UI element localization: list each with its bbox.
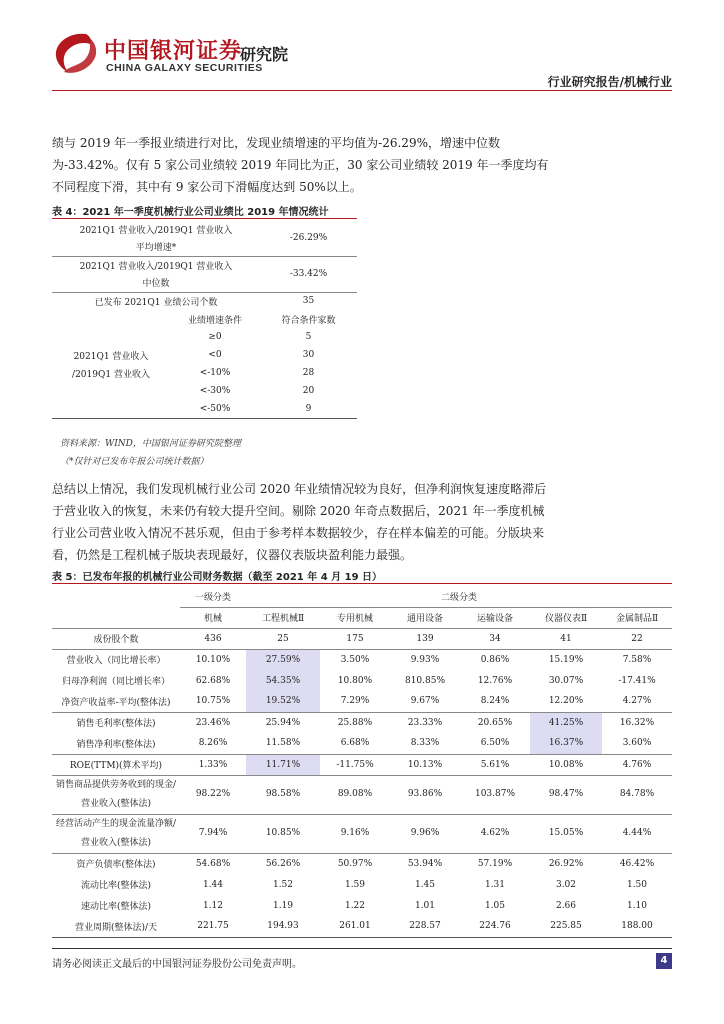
table5-row-label: 归母净利润（同比增长率） xyxy=(61,677,170,687)
table5-cell: 4.62% xyxy=(460,814,530,853)
table4-caption: 表 4：2021 年一季度机械行业公司业绩比 2019 年情况统计 xyxy=(52,207,329,218)
table5-cell: 10.85% xyxy=(246,814,320,853)
table5-cell: 194.93 xyxy=(246,916,320,937)
table4-avg-label-1: 2021Q1 营业收入/2019Q1 营业收入 xyxy=(79,225,233,236)
table5-caption: 表 5：已发布年报的机械行业公司财务数据（截至 2021 年 4 月 19 日） xyxy=(52,572,383,583)
table5-col-header: 机械 xyxy=(180,607,246,628)
table5-cell: 7.58% xyxy=(622,654,652,665)
table5-cell: 25 xyxy=(246,628,320,649)
table-row xyxy=(52,649,672,670)
brand-name-en: CHINA GALAXY SECURITIES xyxy=(106,62,263,74)
table5-row-label: 销售净利率(整体法) xyxy=(52,733,180,754)
table5-cell: 1.12 xyxy=(202,900,224,911)
table5-cell: 6.50% xyxy=(460,733,530,754)
table-row xyxy=(52,400,357,418)
table-row xyxy=(52,628,672,649)
table5-cell-highlighted: 16.37% xyxy=(530,733,602,754)
table5-cell: 261.01 xyxy=(320,916,390,937)
table5-cell: 1.59 xyxy=(344,879,366,890)
table5-cell: 12.76% xyxy=(477,675,513,686)
table-row xyxy=(52,775,672,814)
table5-cell: 98.58% xyxy=(246,775,320,814)
table5-level1-label: 一级分类 xyxy=(194,592,231,603)
table-row xyxy=(52,220,357,238)
table-row xyxy=(52,310,357,328)
table5-cell: 7.94% xyxy=(180,814,246,853)
table4-count: 30 xyxy=(302,350,315,360)
table4-cond-header: 业绩增速条件 xyxy=(187,315,242,326)
table5-col-header: 通用设备 xyxy=(390,607,460,628)
table5-row-label: 营业周期(整体法)/天 xyxy=(52,916,180,937)
table5-cell: 5.61% xyxy=(460,754,530,775)
table5-cell: 10.10% xyxy=(195,654,231,665)
table-row xyxy=(52,874,672,895)
table5-cell: 30.07% xyxy=(548,675,584,686)
table5-cell: 224.76 xyxy=(460,916,530,937)
paragraph-summary: 总结以上情况，我们发现机械行业公司 2020 年业绩情况较为良好，但净利润恢复速度略滞后于营业收入的恢复，未来仍有较大提升空间。剔除 2020 年奇点数据后，2021 年一季度机械行业公司营业收入情况不甚乐观，但由于参考样本数据较少，存在样本偏差的可能。分版块来看，仍然是工程机械子版块表现最好，仪器仪表版块盈利能力最强。 xyxy=(52,482,547,562)
table5-cell: 1.31 xyxy=(484,879,506,890)
table-row xyxy=(52,292,357,310)
table4-group-label-2: /2019Q1 营业收入 xyxy=(72,369,150,380)
table5-cell: 0.86% xyxy=(480,654,510,665)
table5-cell: 98.47% xyxy=(530,775,602,814)
institute-label: 研究院 xyxy=(240,45,289,64)
table5-level2-label: 二级分类 xyxy=(440,592,477,603)
table5-cell: 1.01 xyxy=(414,900,436,911)
table5-cell: 15.19% xyxy=(548,654,584,665)
table5-cell: 4.27% xyxy=(602,691,672,712)
table5-cell-highlighted: 19.52% xyxy=(246,691,320,712)
table5-cell: 1.19 xyxy=(272,900,294,911)
table4-published-label: 已发布 2021Q1 业绩公司个数 xyxy=(94,297,218,308)
table5-cell-highlighted: 54.35% xyxy=(246,670,320,691)
table4-cond: <-50% xyxy=(170,400,260,418)
table5-cell: 34 xyxy=(460,628,530,649)
table5-cell: 53.94% xyxy=(407,858,443,869)
table4-count: 5 xyxy=(305,332,312,342)
table4-median-label-2: 中位数 xyxy=(52,274,260,292)
table5-cell: 84.78% xyxy=(602,775,672,814)
table5-cell: 8.26% xyxy=(180,733,246,754)
table5-cell: 23.46% xyxy=(195,717,231,728)
table-row xyxy=(52,670,672,691)
table5-cell: 1.45 xyxy=(414,879,436,890)
table5-cell: 26.92% xyxy=(548,858,584,869)
table5-col-header: 仪器仪表Ⅱ xyxy=(530,607,602,628)
table5-cell: 16.32% xyxy=(619,717,655,728)
table5-cell: 11.58% xyxy=(246,733,320,754)
table5-cell: 1.05 xyxy=(484,900,506,911)
table5-row-label: 流动比率(整体法) xyxy=(80,881,152,891)
table5-cell: 1.22 xyxy=(344,900,366,911)
table5-cell: 56.26% xyxy=(265,858,301,869)
table5-cell: 15.05% xyxy=(530,814,602,853)
table-row xyxy=(52,733,672,754)
table-row xyxy=(52,691,672,712)
table5-cell: 103.87% xyxy=(460,775,530,814)
table4-count: 9 xyxy=(260,400,357,418)
table5-cell: 10.13% xyxy=(390,754,460,775)
table5-cell-highlighted: 27.59% xyxy=(246,649,320,670)
table5-cell: 9.96% xyxy=(390,814,460,853)
table5-cell: 41 xyxy=(530,628,602,649)
table-row xyxy=(52,607,672,628)
table-row xyxy=(52,346,357,364)
table5-cell: 25.88% xyxy=(337,717,373,728)
table5-cell: 10.80% xyxy=(337,675,373,686)
table5 xyxy=(52,586,672,938)
table5-cell: 10.75% xyxy=(180,691,246,712)
table5-cell: 62.68% xyxy=(195,675,231,686)
table-row xyxy=(52,586,672,607)
table5-row-label: 速动比率(整体法) xyxy=(80,902,152,912)
table5-row-label: 成份股个数 xyxy=(52,628,180,649)
table5-cell: 225.85 xyxy=(530,916,602,937)
table5-cell: 12.20% xyxy=(530,691,602,712)
table5-cell: 6.68% xyxy=(320,733,390,754)
table5-cell: 1.44 xyxy=(202,879,224,890)
table5-cell: 9.67% xyxy=(390,691,460,712)
table5-row-label: 销售毛利率(整体法) xyxy=(76,719,156,730)
table5-cell: 9.93% xyxy=(410,654,440,665)
table4-median-label-1: 2021Q1 营业收入/2019Q1 营业收入 xyxy=(79,261,233,272)
table4-cond: <-10% xyxy=(199,368,231,378)
table-row xyxy=(52,382,357,400)
table4-median-value: -33.42% xyxy=(260,256,357,292)
table4-count: 28 xyxy=(302,368,315,378)
table5-cell: 89.08% xyxy=(320,775,390,814)
table5-cell: 9.16% xyxy=(320,814,390,853)
table4-note: （*仅针对已发布年报公司统计数据） xyxy=(60,457,209,467)
table5-col-header: 金属制品Ⅱ xyxy=(602,607,672,628)
table5-cell: 8.24% xyxy=(460,691,530,712)
table5-cell: 1.10 xyxy=(626,900,648,911)
table5-cell: 175 xyxy=(320,628,390,649)
table5-cell: 4.76% xyxy=(602,754,672,775)
table5-row-label-line: 销售商品提供劳务收到的现金/ xyxy=(55,779,177,790)
table5-cell: 1.52 xyxy=(272,879,294,890)
table4-count: 20 xyxy=(302,386,315,396)
table5-cell: 10.08% xyxy=(530,754,602,775)
table-row xyxy=(52,754,672,775)
table-row xyxy=(52,895,672,916)
table5-cell: 3.50% xyxy=(340,654,370,665)
galaxy-logo-icon xyxy=(50,30,100,76)
table5-cell: 98.22% xyxy=(180,775,246,814)
table5-cell: 50.97% xyxy=(337,858,373,869)
header-divider xyxy=(52,90,672,91)
table5-cell: 1.50 xyxy=(626,879,648,890)
report-type: 行业研究报告/机械行业 xyxy=(547,75,672,89)
table5-row-label: 净资产收益率-平均(整体法) xyxy=(52,691,180,712)
page-header xyxy=(0,0,724,100)
table-row xyxy=(52,328,357,346)
table4 xyxy=(52,220,357,419)
table5-row-label xyxy=(52,775,180,814)
table-row xyxy=(52,853,672,874)
paragraph-intro: 绩与 2019 年一季报业绩进行对比，发现业绩增速的平均值为-26.29%，增速中位数为-33.42%。仅有 5 家公司业绩较 2019 年同比为正，30 家公司业绩较 2019 年一季度均有不同程度下滑，其中有 9 家公司下滑幅度达到 50%以上。 xyxy=(52,136,549,194)
table5-cell: 228.57 xyxy=(390,916,460,937)
table5-cell: 57.19% xyxy=(477,858,513,869)
table5-cell: 22 xyxy=(602,628,672,649)
table-row xyxy=(52,712,672,733)
table4-published-value: 35 xyxy=(302,296,315,307)
table5-cell-highlighted: 11.71% xyxy=(246,754,320,775)
footer-disclaimer: 请务必阅读正文最后的中国银河证券股份公司免责声明。 xyxy=(52,959,302,970)
table5-cell: 3.02 xyxy=(555,879,577,890)
table4-avg-label-2: 平均增速* xyxy=(52,238,260,256)
table5-cell: -11.75% xyxy=(320,754,390,775)
brand-name-cn: 中国银河证券 xyxy=(104,39,243,64)
table4-caption-rule xyxy=(52,218,357,219)
table5-row-label-line: 营业收入(整体法) xyxy=(80,798,152,809)
table-row xyxy=(52,814,672,853)
table-row xyxy=(52,364,357,382)
table5-cell: 1.33% xyxy=(180,754,246,775)
table4-source: 资料来源：WIND，中国银河证券研究院整理 xyxy=(60,439,241,449)
table5-cell: 810.85% xyxy=(404,675,446,686)
table5-row-label xyxy=(52,814,180,853)
table5-cell: 46.42% xyxy=(619,858,655,869)
table5-cell: 436 xyxy=(180,628,246,649)
table5-cell: 8.33% xyxy=(390,733,460,754)
table4-count-header: 符合条件家数 xyxy=(281,315,336,326)
table5-row-label-line: 经营活动产生的现金流量净额/ xyxy=(55,818,177,829)
table5-row-label-line: 营业收入(整体法) xyxy=(80,837,152,848)
table5-row-label: ROE(TTM)(算术平均) xyxy=(52,754,180,775)
table5-cell: 139 xyxy=(390,628,460,649)
table5-cell: 25.94% xyxy=(265,717,301,728)
table5-cell: 4.44% xyxy=(602,814,672,853)
table5-col-header: 专用机械 xyxy=(320,607,390,628)
table5-cell: 23.33% xyxy=(407,717,443,728)
table5-cell: 2.66 xyxy=(555,900,577,911)
table4-cond: <-30% xyxy=(199,386,231,396)
table5-row-label: 营业收入（同比增长率） xyxy=(66,656,166,667)
table4-cond: ≥0 xyxy=(208,332,222,342)
table5-cell: 3.60% xyxy=(602,733,672,754)
table5-caption-rule xyxy=(52,583,672,584)
table5-cell: 7.29% xyxy=(320,691,390,712)
table5-cell: 221.75 xyxy=(180,916,246,937)
table5-cell-highlighted: 41.25% xyxy=(530,712,602,733)
table5-cell: -17.41% xyxy=(618,675,656,686)
footer-divider xyxy=(52,948,672,949)
page-number: 4 xyxy=(656,953,672,969)
table5-cell: 54.68% xyxy=(195,858,231,869)
table5-col-header: 运输设备 xyxy=(460,607,530,628)
table-row xyxy=(52,916,672,937)
table4-avg-value: -26.29% xyxy=(260,220,357,256)
table5-cell: 20.65% xyxy=(477,717,513,728)
table5-cell: 93.86% xyxy=(390,775,460,814)
table4-cond: <0 xyxy=(208,350,222,360)
table5-row-label: 资产负债率(整体法) xyxy=(76,860,156,871)
table-row xyxy=(52,256,357,274)
table5-col-header: 工程机械Ⅱ xyxy=(246,607,320,628)
table4-group-label-1: 2021Q1 营业收入 xyxy=(73,351,149,362)
table5-cell: 188.00 xyxy=(602,916,672,937)
